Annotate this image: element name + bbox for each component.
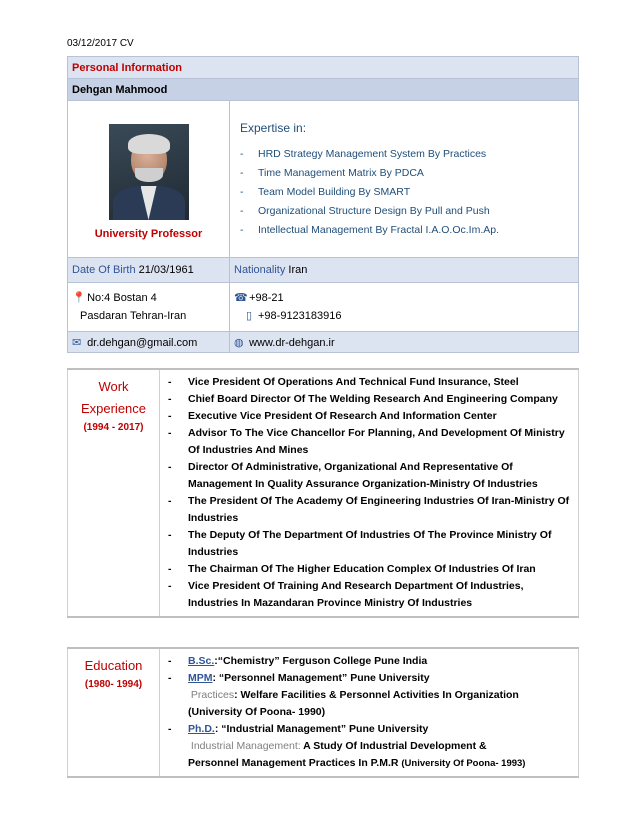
phone-icon: ☎ [234, 292, 248, 304]
work-list [160, 369, 579, 617]
list-item: - The Chairman Of The Higher Education Complex Of Industries Of Iran [168, 563, 536, 575]
expertise-title: Expertise in: [240, 121, 307, 135]
list-item: - Chief Board Director Of The Welding Research And Engineering Company [168, 393, 558, 405]
nationality: Nationality Iran [230, 258, 579, 283]
thesis-line: Personnel Management Practices In P.M.R (University Of Poona- 1993) [188, 757, 526, 769]
education-section [67, 647, 579, 778]
globe-icon: ◍ [234, 336, 244, 349]
list-item: - Executive Vice President Of Research And Information Center [168, 410, 497, 422]
expertise-item: - Time Management Matrix By PDCA [240, 167, 424, 179]
profile-photo [109, 124, 189, 220]
list-item: - Advisor To The Vice Chancellor For Planning, And Development Of Ministry Of Industries And Mines [168, 427, 565, 456]
list-item: - The Deputy Of The Department Of Industries Of The Province Ministry Of Industries [168, 529, 552, 558]
page-header: 03/12/2017 CV [67, 38, 134, 49]
education-title: Education [84, 658, 143, 673]
phones: ☎ +98-21 ▯ +98-9123183916 [230, 283, 579, 332]
work-dates: (1994 - 2017) [83, 422, 144, 433]
work-title: Work [98, 379, 129, 394]
location-pin-icon: 📍 [72, 292, 86, 304]
list-item: - B.Sc.:“Chemistry” Ferguson College Pune India [168, 655, 428, 667]
expertise-item: - Intellectual Management By Fractal I.A.O.Oc.Im.Ap. [240, 224, 500, 236]
job-role: University Professor [94, 228, 203, 240]
photo-cell [68, 101, 230, 258]
education-dates: (1980- 1994) [84, 679, 143, 690]
email[interactable]: ✉ dr.dehgan@gmail.com [68, 332, 230, 353]
envelope-icon: ✉ [72, 336, 82, 349]
date-of-birth: Date Of Birth 21/03/1961 [68, 258, 230, 283]
industrial-management-line: Industrial Management: A Study Of Industrial Development & [190, 740, 487, 752]
expertise-item: - HRD Strategy Management System By Practices [240, 148, 487, 160]
list-item: - MPM: “Personnel Management” Pune University [168, 672, 430, 684]
person-name: Dehgan Mahmood [68, 79, 579, 101]
list-item: - Director Of Administrative, Organizational And Representative Of Management In Quality Assurance Organization-Ministry Of Industries [168, 461, 538, 490]
work-title-cell [68, 369, 160, 617]
list-item: - Vice President Of Operations And Technical Fund Insurance, Steel [168, 376, 519, 388]
education-list [160, 648, 579, 777]
expertise-item: - Organizational Structure Design By Pull and Push [240, 205, 490, 217]
website[interactable]: ◍ www.dr-dehgan.ir [230, 332, 579, 353]
expertise-cell [230, 101, 579, 258]
phd-link[interactable]: Ph.D. [188, 723, 215, 735]
education-title-cell [68, 648, 160, 777]
address: 📍 No:4 Bostan 4 Pasdaran Tehran-Iran [68, 283, 230, 332]
list-item: - Vice President Of Training And Research Department Of Industries, Industries In Mazandaran Province Ministry Of Industries [168, 580, 524, 609]
mpm-link[interactable]: MPM [188, 672, 213, 684]
section-title-personal: Personal Information [68, 57, 579, 79]
poona-1990-line: (University Of Poona- 1990) [188, 706, 326, 718]
expertise-item: - Team Model Building By SMART [240, 186, 411, 198]
work-title-2: Experience [80, 401, 147, 416]
work-experience-section [67, 368, 579, 618]
list-item: - The President Of The Academy Of Engineering Industries Of Iran-Ministry Of Industries [168, 495, 570, 524]
mobile-icon: ▯ [246, 310, 253, 322]
practices-line: Practices: Welfare Facilities & Personnel Activities In Organization [190, 689, 519, 701]
bsc-link[interactable]: B.Sc. [188, 655, 215, 667]
list-item: - Ph.D.: “Industrial Management” Pune University [168, 723, 429, 735]
personal-info-table [67, 56, 579, 353]
